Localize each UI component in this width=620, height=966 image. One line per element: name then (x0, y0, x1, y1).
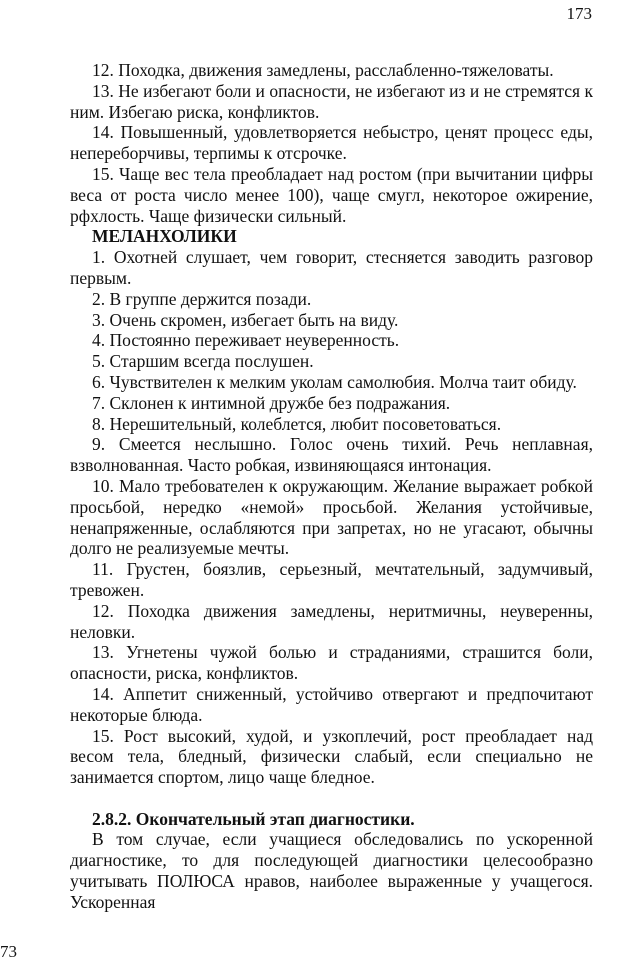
page-number: 173 (566, 4, 592, 23)
list-item: 5. Старшим всегда послушен. (92, 351, 314, 372)
list-item: 14. Аппетит сниженный, устойчиво отвергают и предпочитают некоторые блюда. (70, 683, 593, 725)
list-item: 7. Склонен к интимной дружбе без подражания. (92, 392, 451, 413)
section-heading-final-stage: 2.8.2. Окончательный этап диагностики. (92, 808, 415, 829)
body-paragraph: В том случае, если учащиеся обследовались по ускоренной диагностике, то для последующей диагностики целесообразно учитывать ПОЛЮСА нравов, наиболее выраженные у учащегося. Ускоренная (70, 829, 593, 912)
list-item: 10. Мало требователен к окружающим. Желание выражает робкой просьбой, нередко «немой» просьбой. Желания устойчивые, ненапряженные, ослабляются при запретах, но не угасают, обычны долго не реализуемые мечты. (70, 475, 593, 559)
list-item: 14. Повышенный, удовлетворяется небыстро, ценят процесс еды, непереборчивы, терпимы к отсрочке. (70, 122, 593, 164)
list-item: 9. Смеется неслышно. Голос очень тихий. Речь неплавная, взволнованная. Часто робкая, извиняющаяся интонация. (70, 434, 593, 476)
page-content (70, 60, 593, 913)
list-item: 13. Угнетены чужой болью и страданиями, страшится боли, опасности, риска, конфликтов. (70, 642, 593, 684)
list-item: 8. Нерешительный, колеблется, любит посоветоваться. (92, 413, 502, 434)
list-item: 2. В группе держится позади. (92, 288, 312, 309)
list-item: 4. Постоянно переживает неуверенность. (92, 330, 400, 351)
list-item: 13. Не избегают боли и опасности, не избегают из и не стремятся к ним. Избегаю риска, конфликтов. (70, 80, 593, 122)
list-item: 12. Походка, движения замедлены, расслабленно-тяжеловаты. (92, 60, 554, 80)
page-number-bottom: 73 (0, 942, 17, 961)
list-item: 3. Очень скромен, избегает быть на виду. (92, 309, 399, 330)
section-heading-melancholic: МЕЛАНХОЛИКИ (92, 226, 237, 247)
list-item: 15. Чаще вес тела преобладает над ростом (при вычитании цифры веса от роста число менее 100), чаще смугл, некоторое ожирение, рфхлость. Чаще физически сильный. (70, 163, 593, 226)
list-item: 1. Охотней слушает, чем говорит, стесняется заводить разговор первым. (70, 247, 593, 288)
list-item: 12. Походка движения замедлены, неритмичны, неуверенны, неловки. (70, 600, 593, 642)
list-item: 6. Чувствителен к мелким уколам самолюбия. Молча таит обиду. (92, 371, 577, 392)
list-item: 15. Рост высокий, худой, и узкоплечий, рост преобладает над весом тела, бледный, физически слабый, если специально не занимается спортом, лицо чаще бледное. (70, 725, 593, 788)
list-item: 11. Грустен, боязлив, серьезный, мечтательный, задумчивый, тревожен. (70, 559, 593, 600)
